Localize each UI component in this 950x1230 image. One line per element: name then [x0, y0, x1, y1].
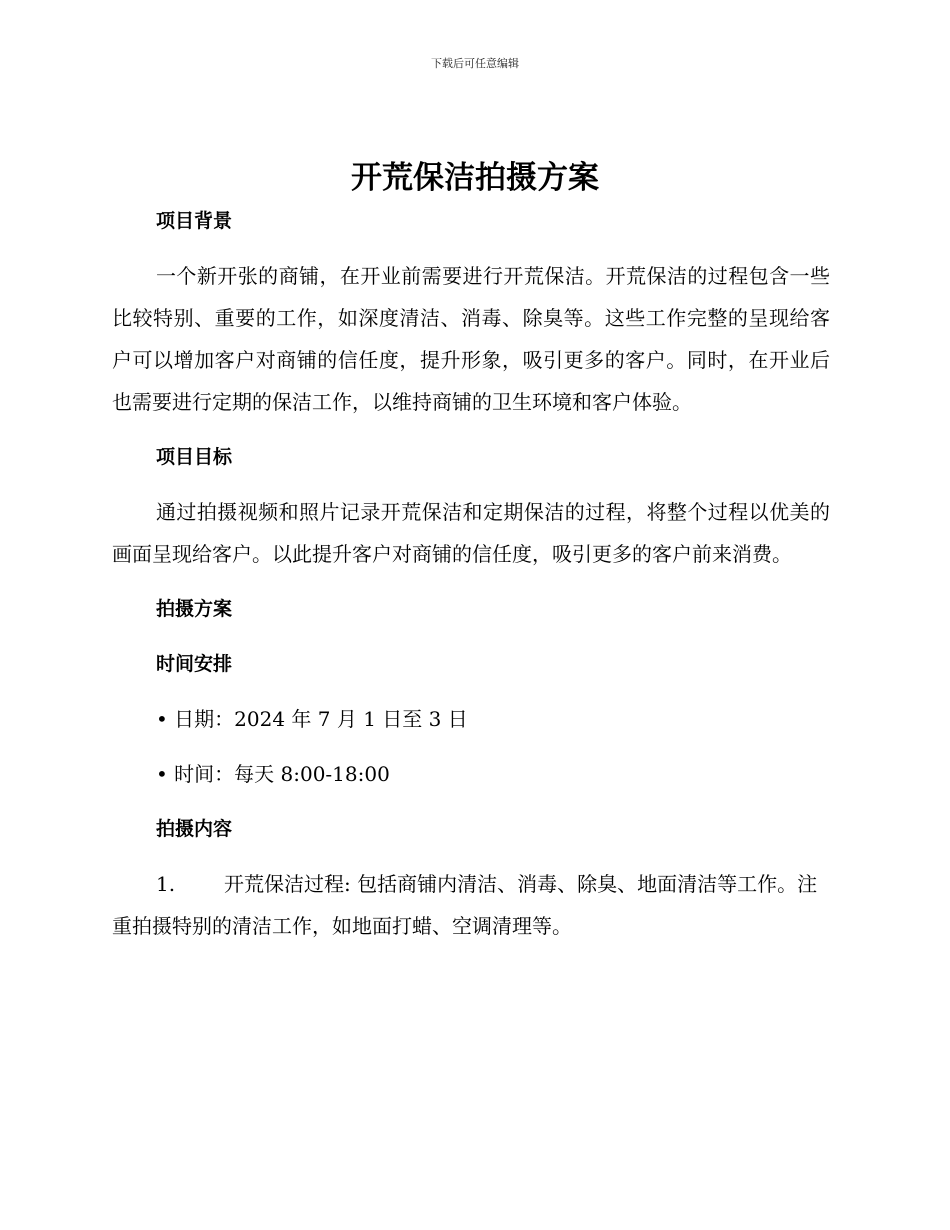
content-list-item [112, 863, 830, 947]
document-title: 开荒保洁拍摄方案 [351, 160, 599, 196]
list-item-text: 开荒保洁过程: 包括商铺内清洁、消毒、除臭、地面清洁等工作。注重拍摄特别的清洁工作，如地面打蜡、空调清理等。 [112, 872, 818, 938]
section-heading-goal: 项目目标 [156, 446, 233, 468]
schedule-time-item: • 时间：每天 8:00-18:00 [156, 762, 390, 786]
section-heading-plan: 拍摄方案 [156, 598, 233, 620]
section-heading-background: 项目背景 [156, 210, 233, 232]
document-body [112, 200, 830, 947]
section-heading-schedule: 时间安排 [156, 653, 233, 675]
background-paragraph: 一个新开张的商铺，在开业前需要进行开荒保洁。开荒保洁的过程包含一些比较特别、重要的工作，如深度清洁、消毒、除臭等。这些工作完整的呈现给客户可以增加客户对商铺的信任度，提升形象，吸引更多的客户。同时，在开业后也需要进行定期的保洁工作，以维持商铺的卫生环境和客户体验。 [112, 264, 830, 414]
list-number: 1. [156, 872, 176, 896]
section-heading-content: 拍摄内容 [156, 818, 233, 840]
schedule-date-item: • 日期：2024 年 7 月 1 日至 3 日 [156, 707, 468, 731]
header-note: 下载后可任意编辑 [431, 57, 519, 70]
goal-paragraph: 通过拍摄视频和照片记录开荒保洁和定期保洁的过程，将整个过程以优美的画面呈现给客户。以此提升客户对商铺的信任度，吸引更多的客户前来消费。 [112, 500, 830, 566]
